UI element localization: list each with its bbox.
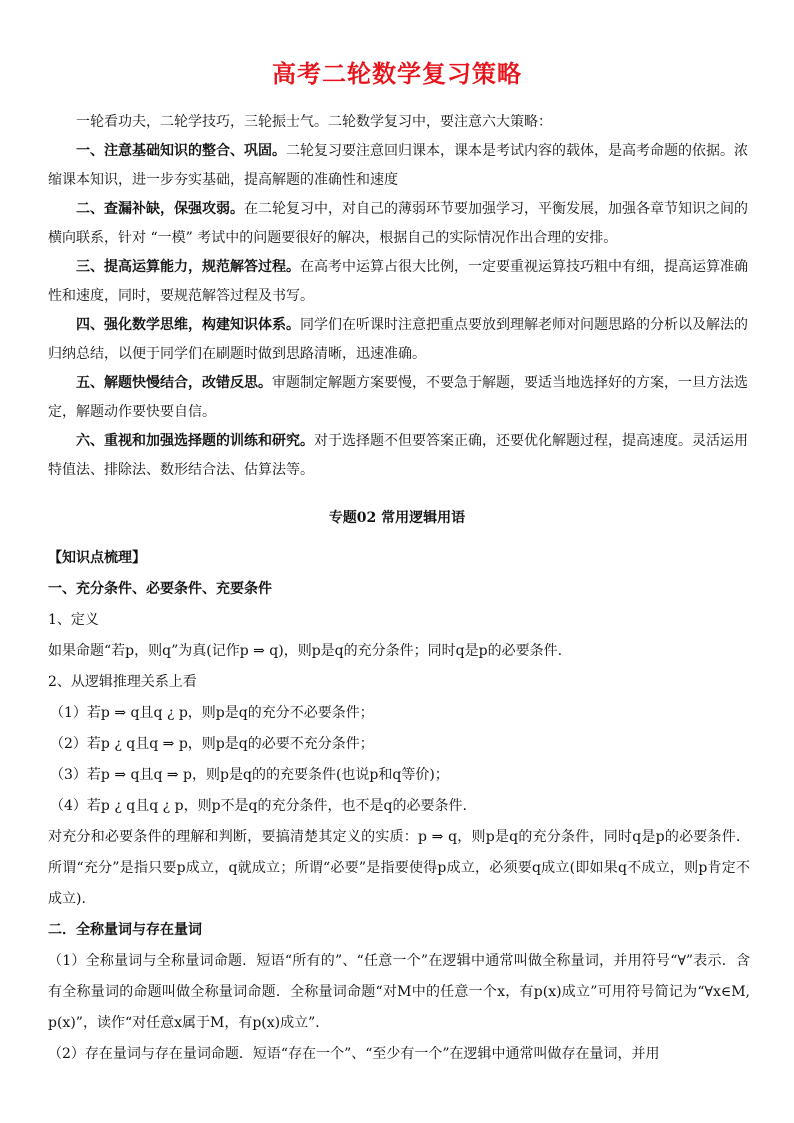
- topic-title: 专题02 常用逻辑用语: [328, 510, 466, 526]
- subheading-logic: 2、从逻辑推理关系上看: [48, 674, 197, 690]
- strategy-4: [48, 311, 748, 369]
- strategy-3: [48, 253, 748, 311]
- strategy-6-text: 对于选择题不但要答案正确，还要优化解题过程，提高速度。灵活运用特值法、排除法、数形结合法、估算法等。: [48, 433, 748, 478]
- case-4: （4）若p ¿ q且q ¿ p，则p不是q的充分条件，也不是q的必要条件.: [50, 798, 467, 814]
- strategy-2-head: 二、查漏补缺，保强攻弱。: [76, 201, 244, 217]
- strategy-2: [48, 195, 748, 253]
- strategy-1-head: 一、注意基础知识的整合、巩固。: [76, 143, 286, 159]
- content-section: [48, 543, 750, 1070]
- intro-section: [48, 108, 748, 485]
- strategy-1-text: 二轮复习要注意回归课本，课本是考试内容的载体，是高考命题的依据。浓缩课本知识，进一步夯实基础，提高解题的准确性和速度: [48, 143, 748, 188]
- strategy-5: [48, 369, 748, 427]
- case-1: （1）若p ⇒ q且q ¿ p，则p是q的充分不必要条件；: [50, 705, 374, 721]
- heading-quantifiers: 二．全称量词与存在量词: [48, 922, 202, 938]
- strategy-6-head: 六、重视和加强选择题的训练和研究。: [76, 433, 314, 449]
- strategy-5-text: 审题制定解题方案要慢，不要急于解题，要适当地选择好的方案，一旦方法选定，解题动作要快要自信。: [48, 375, 748, 420]
- case-3: （3）若p ⇒ q且q ⇒ p，则p是q的的充要条件(也说p和q等价)；: [50, 767, 449, 783]
- definition-text: 如果命题“若p，则q”为真(记作p ⇒ q)，则p是q的充分条件；同时q是p的必要条件.: [48, 643, 563, 659]
- strategy-1: [48, 137, 748, 195]
- case-2: （2）若p ¿ q且q ⇒ p，则p是q的必要不充分条件；: [50, 736, 374, 752]
- universal-quantifier-text: （1）全称量词与全称量词命题．短语“所有的”、“任意一个”在逻辑中通常叫做全称量词，并用符号“∀”表示．含有全称量词的命题叫做全称量词命题．全称量词命题“对M中的任意一个x，有p(x)成立”可用符号简记为“∀x∈M, p(x)”，读作“对任意x属于M，有p(x)成立”．: [48, 953, 750, 1031]
- section-label: 【知识点梳理】: [48, 550, 146, 566]
- heading-conditions: 一、充分条件、必要条件、充要条件: [48, 581, 272, 597]
- strategy-3-text: 在高考中运算占很大比例，一定要重视运算技巧粗中有细，提高运算准确性和速度，同时，要规范解答过程及书写。: [48, 259, 748, 304]
- strategy-4-text: 同学们在听课时注意把重点要放到理解老师对问题思路的分析以及解法的归纳总结，以便于同学们在刷题时做到思路清晰，迅速准确。: [48, 317, 748, 362]
- existential-quantifier-text: （2）存在量词与存在量词命题．短语“存在一个”、“至少有一个”在逻辑中通常叫做存在量词，并用: [48, 1046, 660, 1062]
- strategy-6: [48, 427, 748, 485]
- intro-lead: 一轮看功夫，二轮学技巧，三轮振士气。二轮数学复习中，要注意六大策略：: [76, 114, 552, 130]
- strategy-4-head: 四、强化数学思维，构建知识体系。: [76, 317, 300, 333]
- strategy-5-head: 五、解题快慢结合，改错反思。: [76, 375, 272, 391]
- subheading-definition: 1、定义: [48, 612, 99, 628]
- page-title: 高考二轮数学复习策略: [272, 60, 522, 88]
- judgement-text: 对充分和必要条件的理解和判断，要搞清楚其定义的实质：p ⇒ q，则p是q的充分条件，同时q是p的必要条件．所谓“充分”是指只要p成立，q就成立；所谓“必要”是指要使得p成立，必须要q成立(即如果q不成立，则p肯定不成立).: [48, 829, 750, 907]
- strategy-3-head: 三、提高运算能力，规范解答过程。: [76, 259, 300, 275]
- strategy-2-text: 在二轮复习中，对自己的薄弱环节要加强学习，平衡发展，加强各章节知识之间的横向联系，针对 “一模” 考试中的问题要很好的解决，根据自己的实际情况作出合理的安排。: [48, 201, 748, 246]
